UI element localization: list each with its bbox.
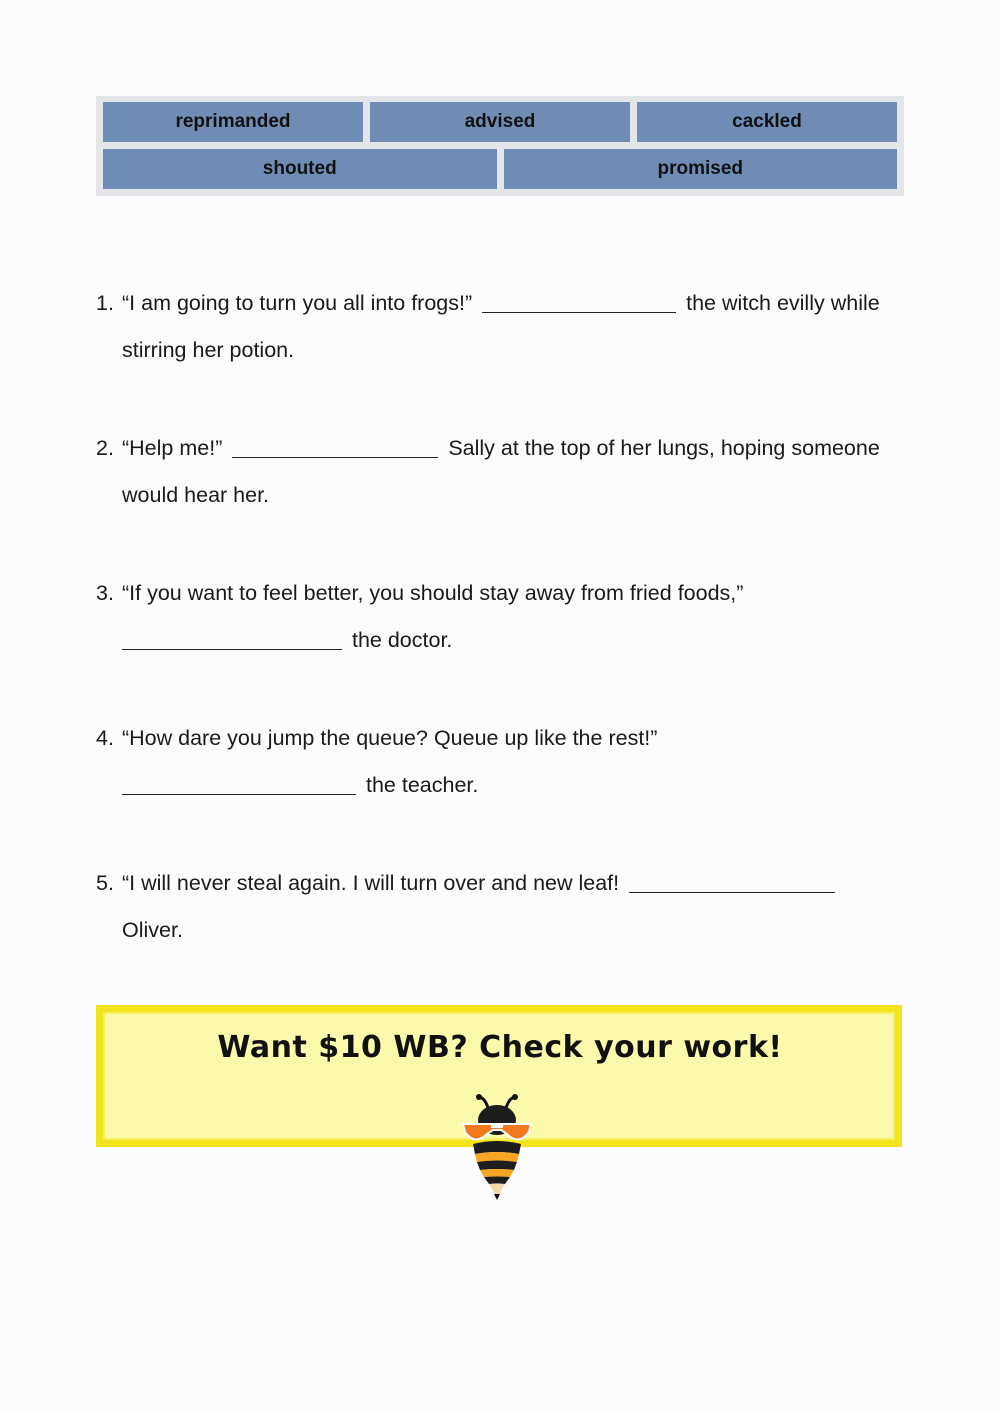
word-tile-shouted[interactable]: shouted (103, 149, 497, 189)
question-item (96, 570, 896, 664)
question-text (122, 860, 896, 954)
word-bank-row (103, 149, 897, 189)
word-bank (96, 96, 904, 196)
question-before: “I am going to turn you all into frogs!” (122, 291, 473, 315)
question-text (122, 280, 896, 374)
question-after: the doctor. (351, 628, 453, 652)
word-tile-promised[interactable]: promised (504, 149, 898, 189)
question-after: Oliver. (122, 918, 183, 942)
question-text (122, 570, 896, 664)
answer-blank[interactable] (482, 288, 676, 313)
question-item (96, 425, 896, 519)
question-after: Sally at the top of her lungs, hoping someone would hear her. (122, 436, 880, 507)
question-item (96, 280, 896, 374)
word-bank-row (103, 102, 897, 142)
answer-blank[interactable] (629, 868, 835, 893)
word-tile-cackled[interactable]: cackled (637, 102, 897, 142)
question-list (96, 280, 896, 1005)
question-item (96, 715, 896, 809)
question-number: 5. (96, 871, 114, 895)
answer-blank[interactable] (122, 770, 356, 795)
question-number: 2. (96, 436, 114, 460)
question-before: “How dare you jump the queue? Queue up like the rest!” (122, 726, 658, 750)
question-before: “I will never steal again. I will turn over and new leaf! (122, 871, 620, 895)
question-after: the witch evilly while stirring her potion. (122, 291, 880, 362)
question-before: “If you want to feel better, you should stay away from fried foods,” (122, 581, 744, 605)
word-tile-reprimanded[interactable]: reprimanded (103, 102, 363, 142)
question-before: “Help me!” (122, 436, 223, 460)
question-number: 4. (96, 726, 114, 750)
word-tile-advised[interactable]: advised (370, 102, 630, 142)
question-number: 3. (96, 581, 114, 605)
banner-message: Want $10 WB? Check your work! (217, 1030, 783, 1065)
question-text (122, 425, 896, 519)
answer-blank[interactable] (232, 433, 438, 458)
question-text (122, 715, 896, 809)
question-number: 1. (96, 291, 114, 315)
question-item (96, 860, 896, 954)
answer-blank[interactable] (122, 625, 342, 650)
question-after: the teacher. (365, 773, 479, 797)
bee-mascot-icon (461, 1094, 533, 1200)
